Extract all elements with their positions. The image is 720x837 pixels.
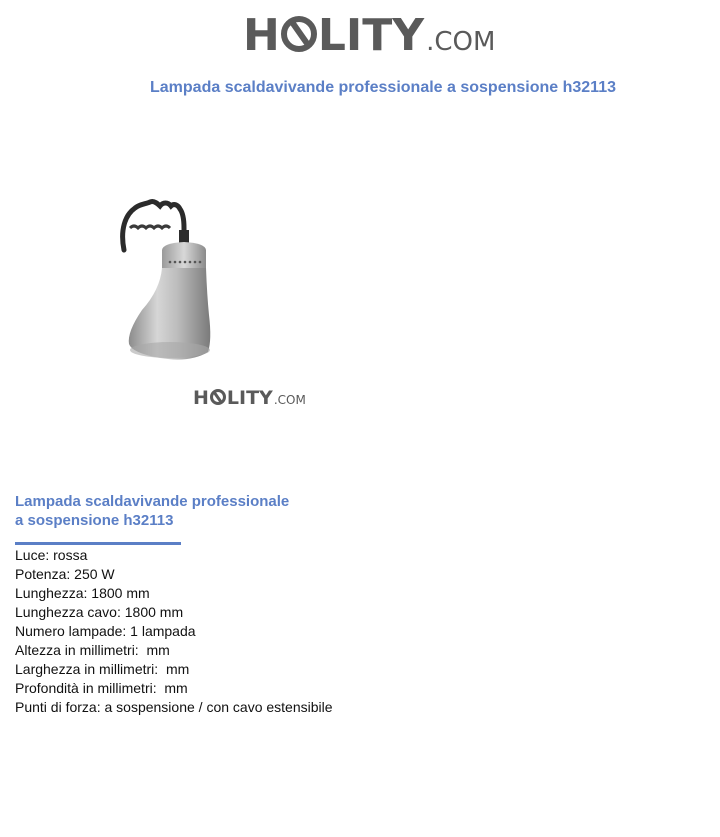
image-watermark-logo: [193, 388, 306, 408]
spec-item-profondita: Profondità in millimetri: mm: [15, 680, 188, 696]
spec-item-potenza: Potenza: 250 W: [15, 566, 115, 582]
spec-item-altezza: Altezza in millimetri: mm: [15, 642, 170, 658]
spec-item-luce: Luce: rossa: [15, 547, 88, 563]
logo-o-icon: [281, 16, 317, 52]
holity-logo[interactable]: [243, 10, 496, 61]
spec-item-larghezza: Larghezza in millimetri: mm: [15, 661, 190, 677]
watermark-o-icon: [210, 389, 226, 405]
title-underline: [15, 542, 181, 545]
spec-item-punti-di-forza: Punti di forza: a sospensione / con cavo estensibile: [15, 699, 333, 715]
spec-list: [15, 546, 333, 717]
spec-item-lunghezza: Lunghezza: 1800 mm: [15, 585, 150, 601]
watermark-domain: .COM: [273, 393, 306, 407]
watermark-text: LITY: [226, 387, 273, 409]
product-title-line-2: a sospensione h32113: [15, 512, 174, 529]
spec-item-numero-lampade: Numero lampade: 1 lampada: [15, 623, 196, 639]
product-image: [0, 120, 330, 460]
product-title-line-1: Lampada scaldavivande professionale: [15, 493, 290, 510]
page-title: Lampada scaldavivande professionale a sospensione h32113: [150, 79, 616, 96]
logo-text: LITY: [317, 10, 425, 61]
product-title: [15, 492, 335, 530]
logo-domain: .COM: [426, 27, 496, 57]
logo-letter-h: H: [243, 10, 280, 61]
watermark-letter-h: H: [193, 387, 209, 409]
spec-item-lunghezza-cavo: Lunghezza cavo: 1800 mm: [15, 604, 184, 620]
